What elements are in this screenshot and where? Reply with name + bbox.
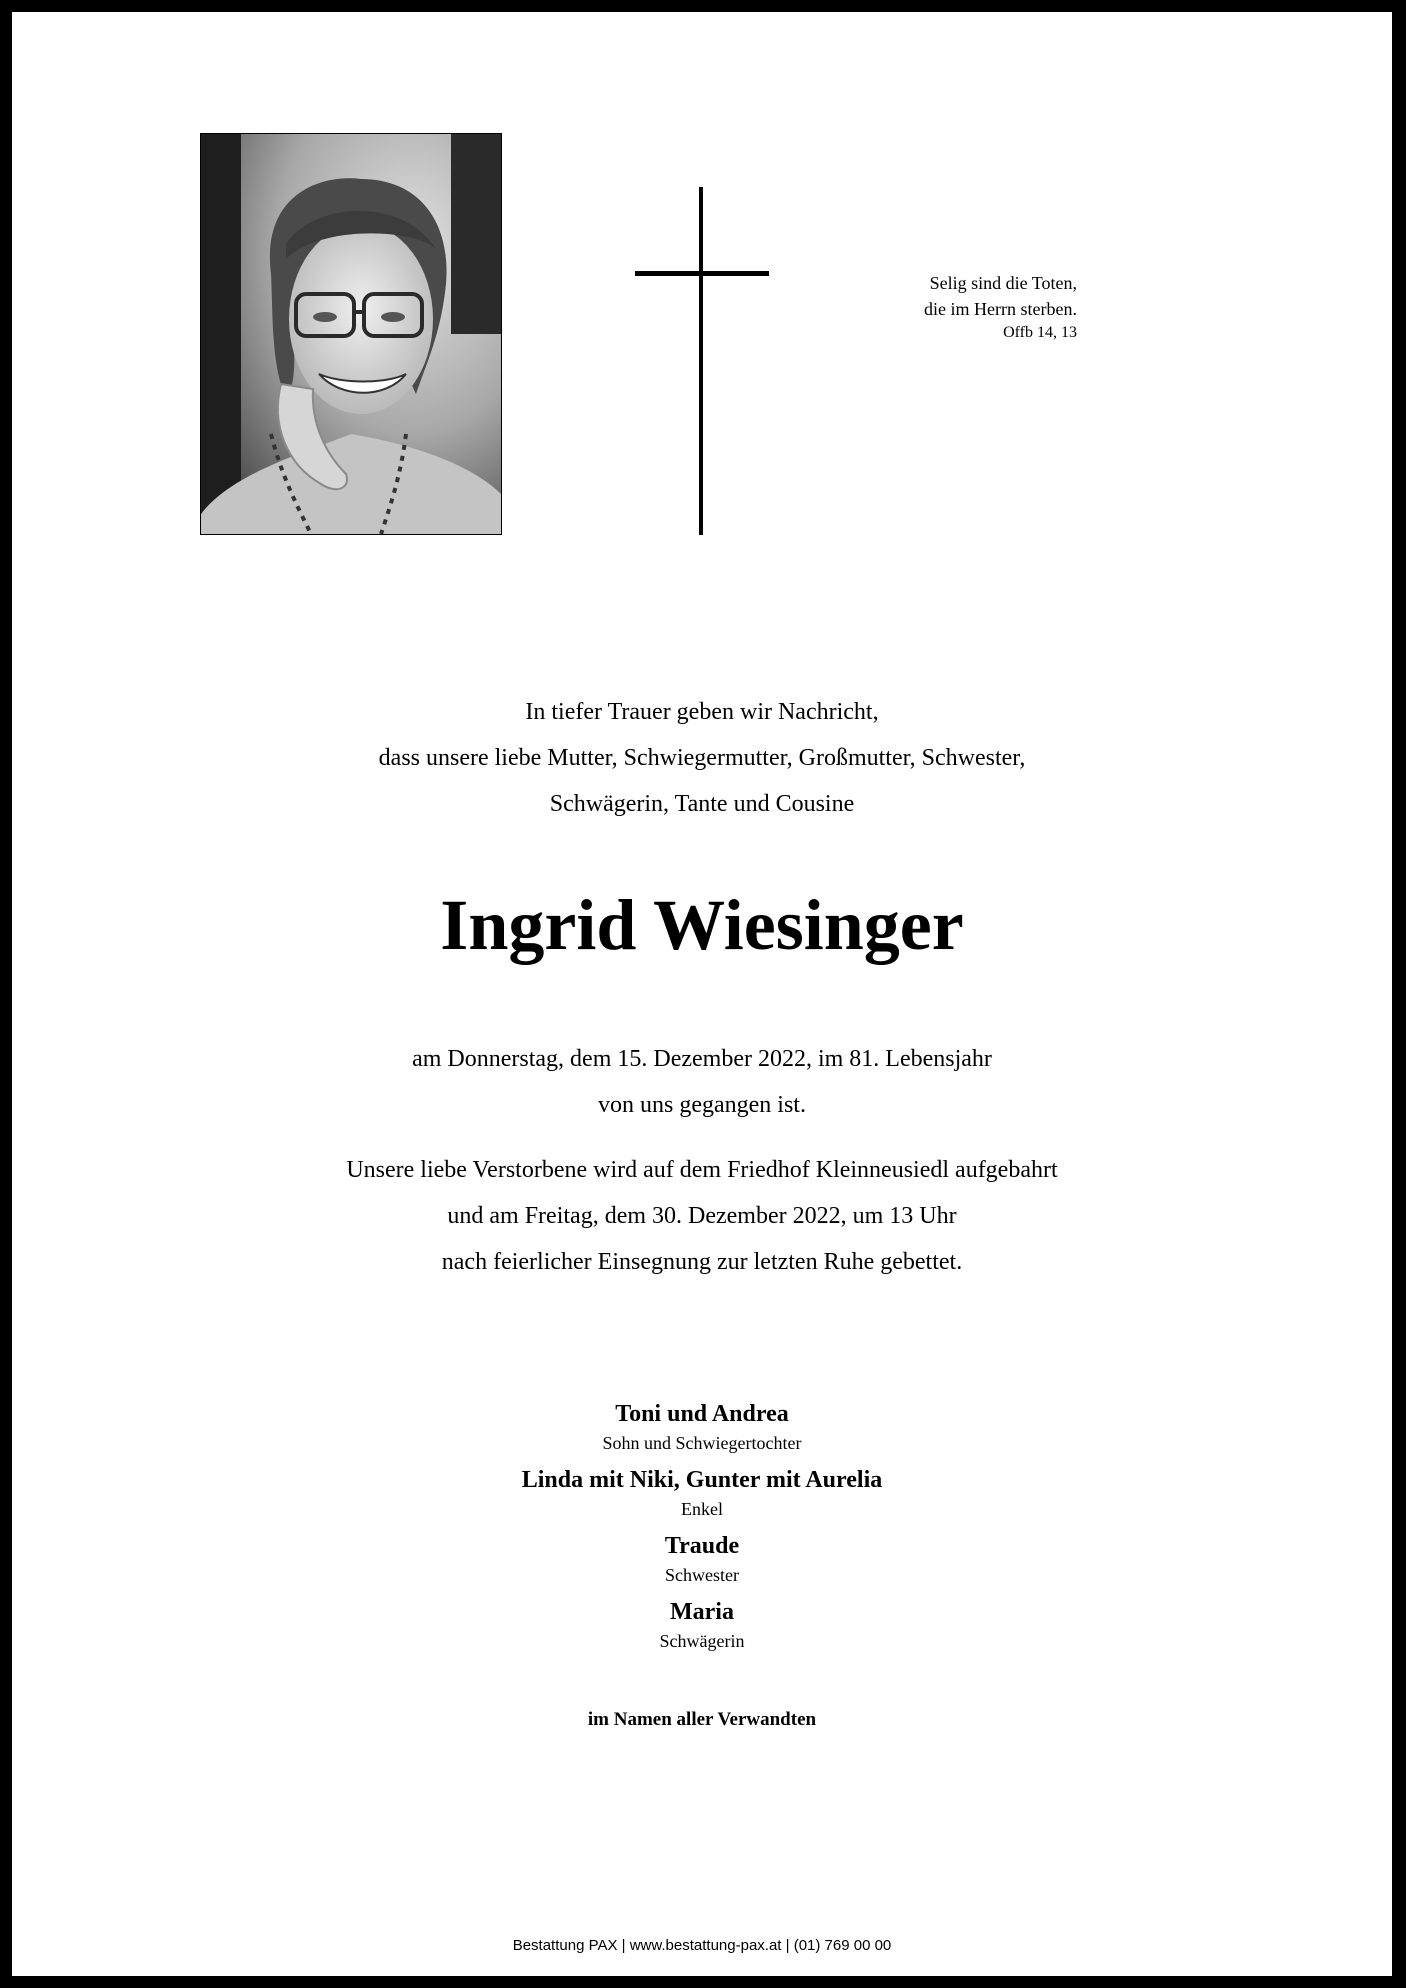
footer-funeral-home: Bestattung PAX | www.bestattung-pax.at | (01) 769 00 00: [512, 1937, 892, 1954]
verse-line-1: Selig sind die Toten,: [929, 273, 1077, 293]
death-notice: [12, 1036, 1392, 1128]
mourner-entry: [12, 1397, 1392, 1455]
cross-vertical-beam: [699, 187, 703, 535]
bible-verse: [832, 270, 1077, 344]
intro-line-3: Schwägerin, Tante und Cousine: [549, 791, 855, 817]
obituary-page: [12, 12, 1392, 1976]
mourner-name: Toni und Andrea: [615, 1401, 789, 1427]
intro-line-2: dass unsere liebe Mutter, Schwiegermutter, Großmutter, Schwester,: [378, 745, 1026, 771]
closing-line: im Namen aller Verwandten: [587, 1709, 817, 1730]
portrait-photo: [200, 133, 502, 535]
mourner-relation: Schwester: [665, 1565, 739, 1585]
cross-horizontal-beam: [635, 271, 769, 276]
mourner-relation: Enkel: [681, 1499, 723, 1519]
verse-line-2: die im Herrn sterben.: [924, 299, 1077, 319]
mourner-relation: Sohn und Schwiegertochter: [602, 1433, 802, 1453]
burial-line-3: nach feierlicher Einsegnung zur letzten Ruhe gebettet.: [441, 1249, 963, 1275]
mourner-name: Maria: [670, 1599, 734, 1625]
mourner-entry: [12, 1595, 1392, 1653]
mourner-entry: [12, 1463, 1392, 1521]
mourners-list: [12, 1397, 1392, 1661]
burial-notice: [12, 1147, 1392, 1285]
cross-symbol: [635, 187, 769, 535]
mourner-entry: [12, 1529, 1392, 1587]
mourner-relation: Schwägerin: [659, 1631, 745, 1651]
verse-reference: Offb 14, 13: [1003, 324, 1077, 341]
mourner-name: Traude: [664, 1533, 740, 1559]
death-line-1: am Donnerstag, dem 15. Dezember 2022, im 81. Lebensjahr: [412, 1046, 992, 1072]
intro-text: [12, 689, 1392, 827]
portrait-image: [201, 134, 501, 534]
intro-line-1: In tiefer Trauer geben wir Nachricht,: [525, 699, 879, 725]
burial-line-1: Unsere liebe Verstorbene wird auf dem Friedhof Kleinneusiedl aufgebahrt: [346, 1157, 1058, 1183]
death-line-2: von uns gegangen ist.: [598, 1092, 806, 1118]
mourner-name: Linda mit Niki, Gunter mit Aurelia: [521, 1467, 883, 1493]
burial-line-2: und am Freitag, dem 30. Dezember 2022, um 13 Uhr: [447, 1203, 957, 1229]
deceased-name: Ingrid Wiesinger: [440, 885, 964, 965]
